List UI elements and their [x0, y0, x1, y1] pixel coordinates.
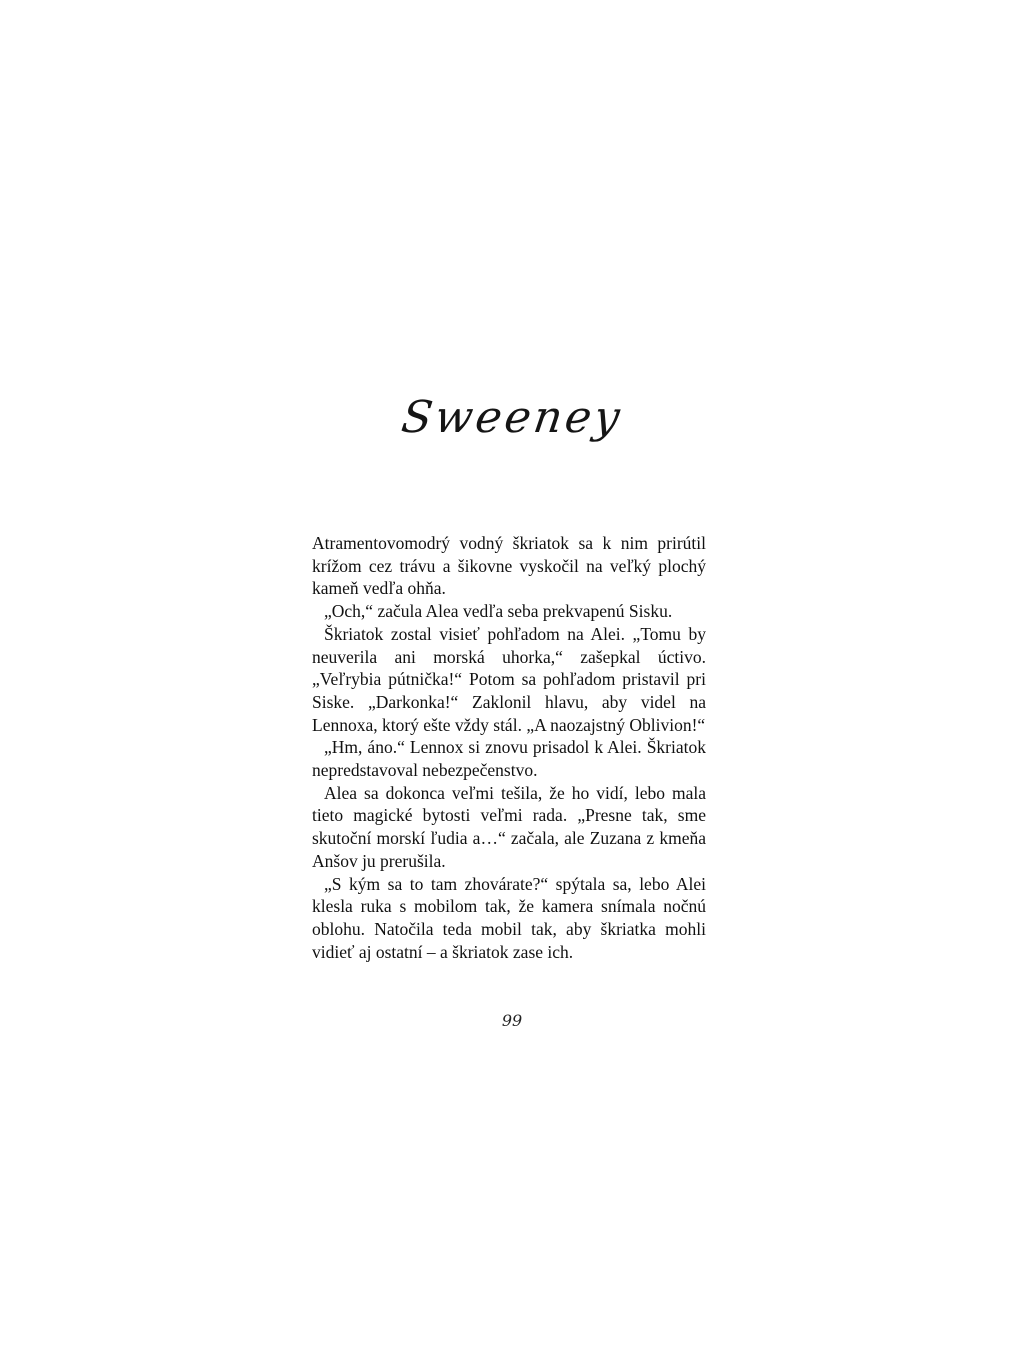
- paragraph: Alea sa dokonca veľmi tešila, že ho vidí, lebo mala tieto magické bytosti veľmi rada. „Presne tak, sme skutoční morskí ľudia a…“ začala, ale Zuzana z kmeňa Anšov ju prerušila.: [312, 782, 706, 871]
- paragraph: „Hm, áno.“ Lennox si znovu prisadol k Alei. Škriatok nepredstavoval nebezpečenstvo.: [312, 737, 706, 781]
- paragraph: „Och,“ začula Alea vedľa seba prekvapenú Sisku.: [324, 601, 673, 622]
- page-number: 99: [501, 1011, 523, 1030]
- paragraph: Atramentovomodrý vodný škriatok sa k nim prirútil krížom cez trávu a šikovne vyskočil na veľký plochý kameň vedľa ohňa.: [312, 533, 706, 599]
- paragraph: „S kým sa to tam zhovárate?“ spýtala sa, lebo Alei klesla ruka s mobilom tak, že kamera snímala nočnú oblohu. Natočila teda mobil tak, aby škriatka mohli vidieť aj ostatní – a škriatok zase ich.: [312, 873, 706, 962]
- paragraph: Škriatok zostal visieť pohľadom na Alei. „Tomu by neuverila ani morská uhorka,“ zašepkal úctivo. „Veľrybia pútnička!“ Potom sa pohľadom pristavil pri Siske. „Darkonka!“ Zaklonil hlavu, aby videl na Lennoxa, ktorý ešte vždy stál. „A naozajstný Oblivion!“: [312, 623, 706, 735]
- chapter-title: Sweeney: [398, 392, 626, 443]
- body-text: [312, 532, 706, 963]
